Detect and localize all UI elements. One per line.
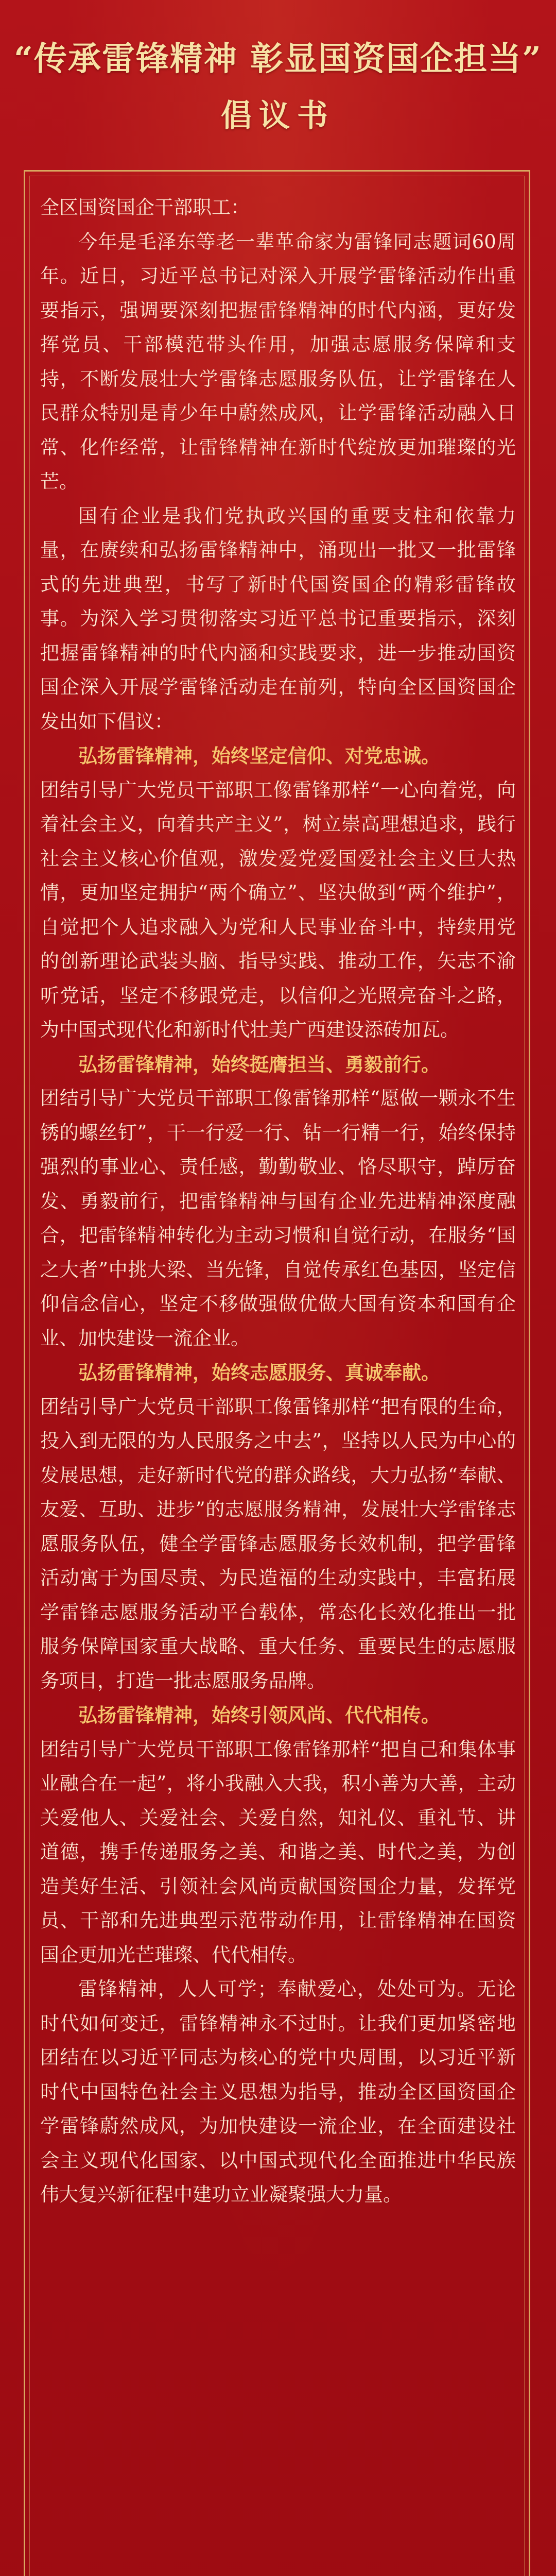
section-heading-4: 弘扬雷锋精神，始终引领风尚、代代相传。 (78, 1704, 440, 1726)
intro-paragraph-2: 国有企业是我们党执政兴国的重要支柱和依靠力量，在赓续和弘扬雷锋精神中，涌现出一批又一批雷锋式的先进典型，书写了新时代国资国企的精彩雷锋故事。为深入学习贯彻落实习近平总书记重要指示，深刻把握雷锋精神的时代内涵和实践要求，进一步推动国资国企深入开展学雷锋活动走在前列，特向全区国资国企发出如下倡议： (40, 504, 516, 733)
intro-paragraph-1: 今年是毛泽东等老一辈革命家为雷锋同志题词60周年。近日，习近平总书记对深入开展学雷锋活动作出重要指示，强调要深刻把握雷锋精神的时代内涵，更好发挥党员、干部模范带头作用，加强志愿服务保障和支持，不断发展壮大学雷锋志愿服务队伍，让学雷锋在人民群众特别是青少年中蔚然成风，让学雷锋活动融入日常、化作经常，让雷锋精神在新时代绽放更加璀璨的光芒。 (40, 230, 516, 493)
title-block (0, 36, 556, 139)
greeting: 全区国资国企干部职工： (40, 196, 250, 218)
section-body-2: 团结引导广大党员干部职工像雷锋那样“愿做一颗永不生锈的螺丝钉”，干一行爱一行、钻一行精一行，始终保持强烈的事业心、责任感，勤勤敬业、恪尽职守，踔厉奋发、勇毅前行，把雷锋精神与国有企业先进精神深度融合，把雷锋精神转化为主动习惯和自觉行动，在服务“国之大者”中挑大梁、当先锋，自觉传承红色基因，坚定信仰信念信心，坚定不移做强做优做大国有资本和国有企业、加快建设一流企业。 (40, 1087, 516, 1349)
section-body-3: 团结引导广大党员干部职工像雷锋那样“把有限的生命，投入到无限的为人民服务之中去”，坚持以人民为中心的发展思想，走好新时代党的群众路线，大力弘扬“奉献、友爱、互助、进步”的志愿服务精神，发展壮大学雷锋志愿服务队伍，健全学雷锋志愿服务长效机制，把学雷锋活动寓于为国尽责、为民造福的生动实践中，丰富拓展学雷锋志愿服务活动平台载体，常态化长效化推出一批服务保障国家重大战略、重大任务、重要民生的志愿服务项目，打造一批志愿服务品牌。 (40, 1395, 516, 1692)
section-heading-2: 弘扬雷锋精神，始终挺膺担当、勇毅前行。 (78, 1053, 440, 1076)
closing-paragraph: 雷锋精神，人人可学；奉献爱心，处处可为。无论时代如何变迁，雷锋精神永不过时。让我们更加紧密地团结在以习近平同志为核心的党中央周围，以习近平新时代中国特色社会主义思想为指导，推动全区国资国企学雷锋蔚然成风，为加快建设一流企业，在全面建设社会主义现代化国家、以中国式现代化全面推进中华民族伟大复兴新征程中建功立业凝聚强大力量。 (40, 1978, 516, 2206)
section-body-4: 团结引导广大党员干部职工像雷锋那样“把自己和集体事业融合在一起”，将小我融入大我，积小善为大善，主动关爱他人、关爱社会、关爱自然，知礼仪、重礼节、讲道德，携手传递服务之美、和谐之美、时代之美，为创造美好生活、引领社会风尚贡献国资国企力量，发挥党员、干部和先进典型示范带动作用，让雷锋精神在国资国企更加光芒璀璨、代代相传。 (40, 1738, 516, 1966)
section-heading-1: 弘扬雷锋精神，始终坚定信仰、对党忠诚。 (78, 744, 440, 767)
letter-body (40, 191, 516, 2212)
section-body-1: 团结引导广大党员干部职工像雷锋那样“一心向着党，向着社会主义，向着共产主义”，树立崇高理想追求，践行社会主义核心价值观，激发爱党爱国爱社会主义巨大热情，更加坚定拥护“两个确立”、坚决做到“两个维护”，自觉把个人追求融入为党和人民事业奋斗中，持续用党的创新理论武装头脑、指导实践、推动工作，矢志不渝听党话，坚定不移跟党走，以信仰之光照亮奋斗之路，为中国式现代化和新时代壮美广西建设添砖加瓦。 (40, 778, 516, 1041)
section-heading-3: 弘扬雷锋精神，始终志愿服务、真诚奉献。 (78, 1361, 440, 1384)
page-subtitle: 倡议书 (221, 98, 335, 134)
page-title: “传承雷锋精神 彰显国资国企担当” (14, 40, 542, 78)
